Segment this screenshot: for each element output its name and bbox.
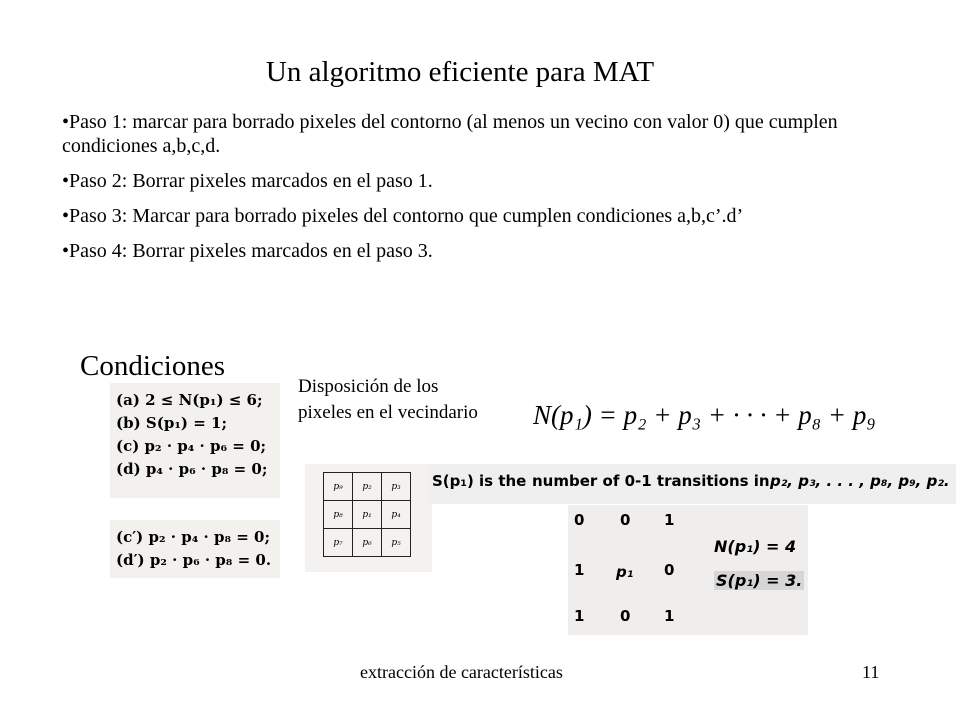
condition-a: (a) 2 ≤ N(p₁) ≤ 6; <box>116 391 263 409</box>
s-definition-rhs: p₂, p₃, . . . , p₈, p₉, p₂. <box>770 472 950 490</box>
neighborhood-caption: Disposición de los pixeles en el vecindario <box>298 376 478 423</box>
conditions-heading: Condiciones <box>80 350 225 382</box>
step-3: •Paso 3: Marcar para borrado pixeles del contorno que cumplen condiciones a,b,c’.d’ <box>62 205 744 227</box>
condition-c-prime: (c′) p₂ · p₄ · p₈ = 0; <box>116 528 270 546</box>
example-n-value: N(p₁) = 4 <box>714 537 797 556</box>
example-cell: 0 <box>620 607 631 625</box>
grid-cell: p₁ <box>353 501 382 529</box>
neighborhood-grid <box>323 472 411 557</box>
footer-text: extracción de características <box>360 662 563 682</box>
step-2: •Paso 2: Borrar pixeles marcados en el paso 1. <box>62 170 433 192</box>
example-cell: p₁ <box>616 563 634 581</box>
s-definition-middle: number of 0-1 transitions in <box>532 472 770 490</box>
s-definition-image <box>428 464 956 504</box>
steps-list <box>62 110 862 274</box>
condition-b: (b) S(p₁) = 1; <box>116 414 227 432</box>
example-cell: 1 <box>664 607 675 625</box>
example-cell: 0 <box>664 561 675 579</box>
example-cell: 0 <box>574 511 585 529</box>
grid-cell: p₄ <box>382 501 411 529</box>
example-image <box>568 505 808 635</box>
conditions-image <box>110 383 280 498</box>
grid-cell: p₂ <box>353 473 382 501</box>
example-cell: 1 <box>574 561 585 579</box>
grid-cell: p₇ <box>324 529 353 557</box>
grid-cell: p₃ <box>382 473 411 501</box>
conditions-alt-image <box>110 520 280 578</box>
grid-cell: p₆ <box>353 529 382 557</box>
condition-d: (d) p₄ · p₆ · p₈ = 0; <box>116 460 268 478</box>
step-4: •Paso 4: Borrar pixeles marcados en el paso 3. <box>62 240 433 262</box>
slide-title: Un algoritmo eficiente para MAT <box>265 56 655 88</box>
grid-cell: p₉ <box>324 473 353 501</box>
page-number: 11 <box>862 662 880 682</box>
example-cell: 1 <box>664 511 675 529</box>
condition-d-prime: (d′) p₂ · p₆ · p₈ = 0. <box>116 551 272 569</box>
example-cell: 0 <box>620 511 631 529</box>
step-1: •Paso 1: marcar para borrado pixeles del contorno (al menos un vecino con valor 0) que cumplen condiciones a,b,c,d. <box>62 111 838 157</box>
example-cell: 1 <box>574 607 585 625</box>
example-s-value: S(p₁) = 3. <box>716 571 803 590</box>
condition-c: (c) p₂ · p₄ · p₆ = 0; <box>116 437 267 455</box>
neighborhood-grid-image <box>305 464 432 572</box>
n-formula: N(p₁) = p₂ + p₃ + · · · + p₈ + p₉ <box>533 400 876 430</box>
s-definition-lhs: S(p₁) is the <box>432 472 527 490</box>
grid-cell: p₅ <box>382 529 411 557</box>
grid-cell: p₈ <box>324 501 353 529</box>
